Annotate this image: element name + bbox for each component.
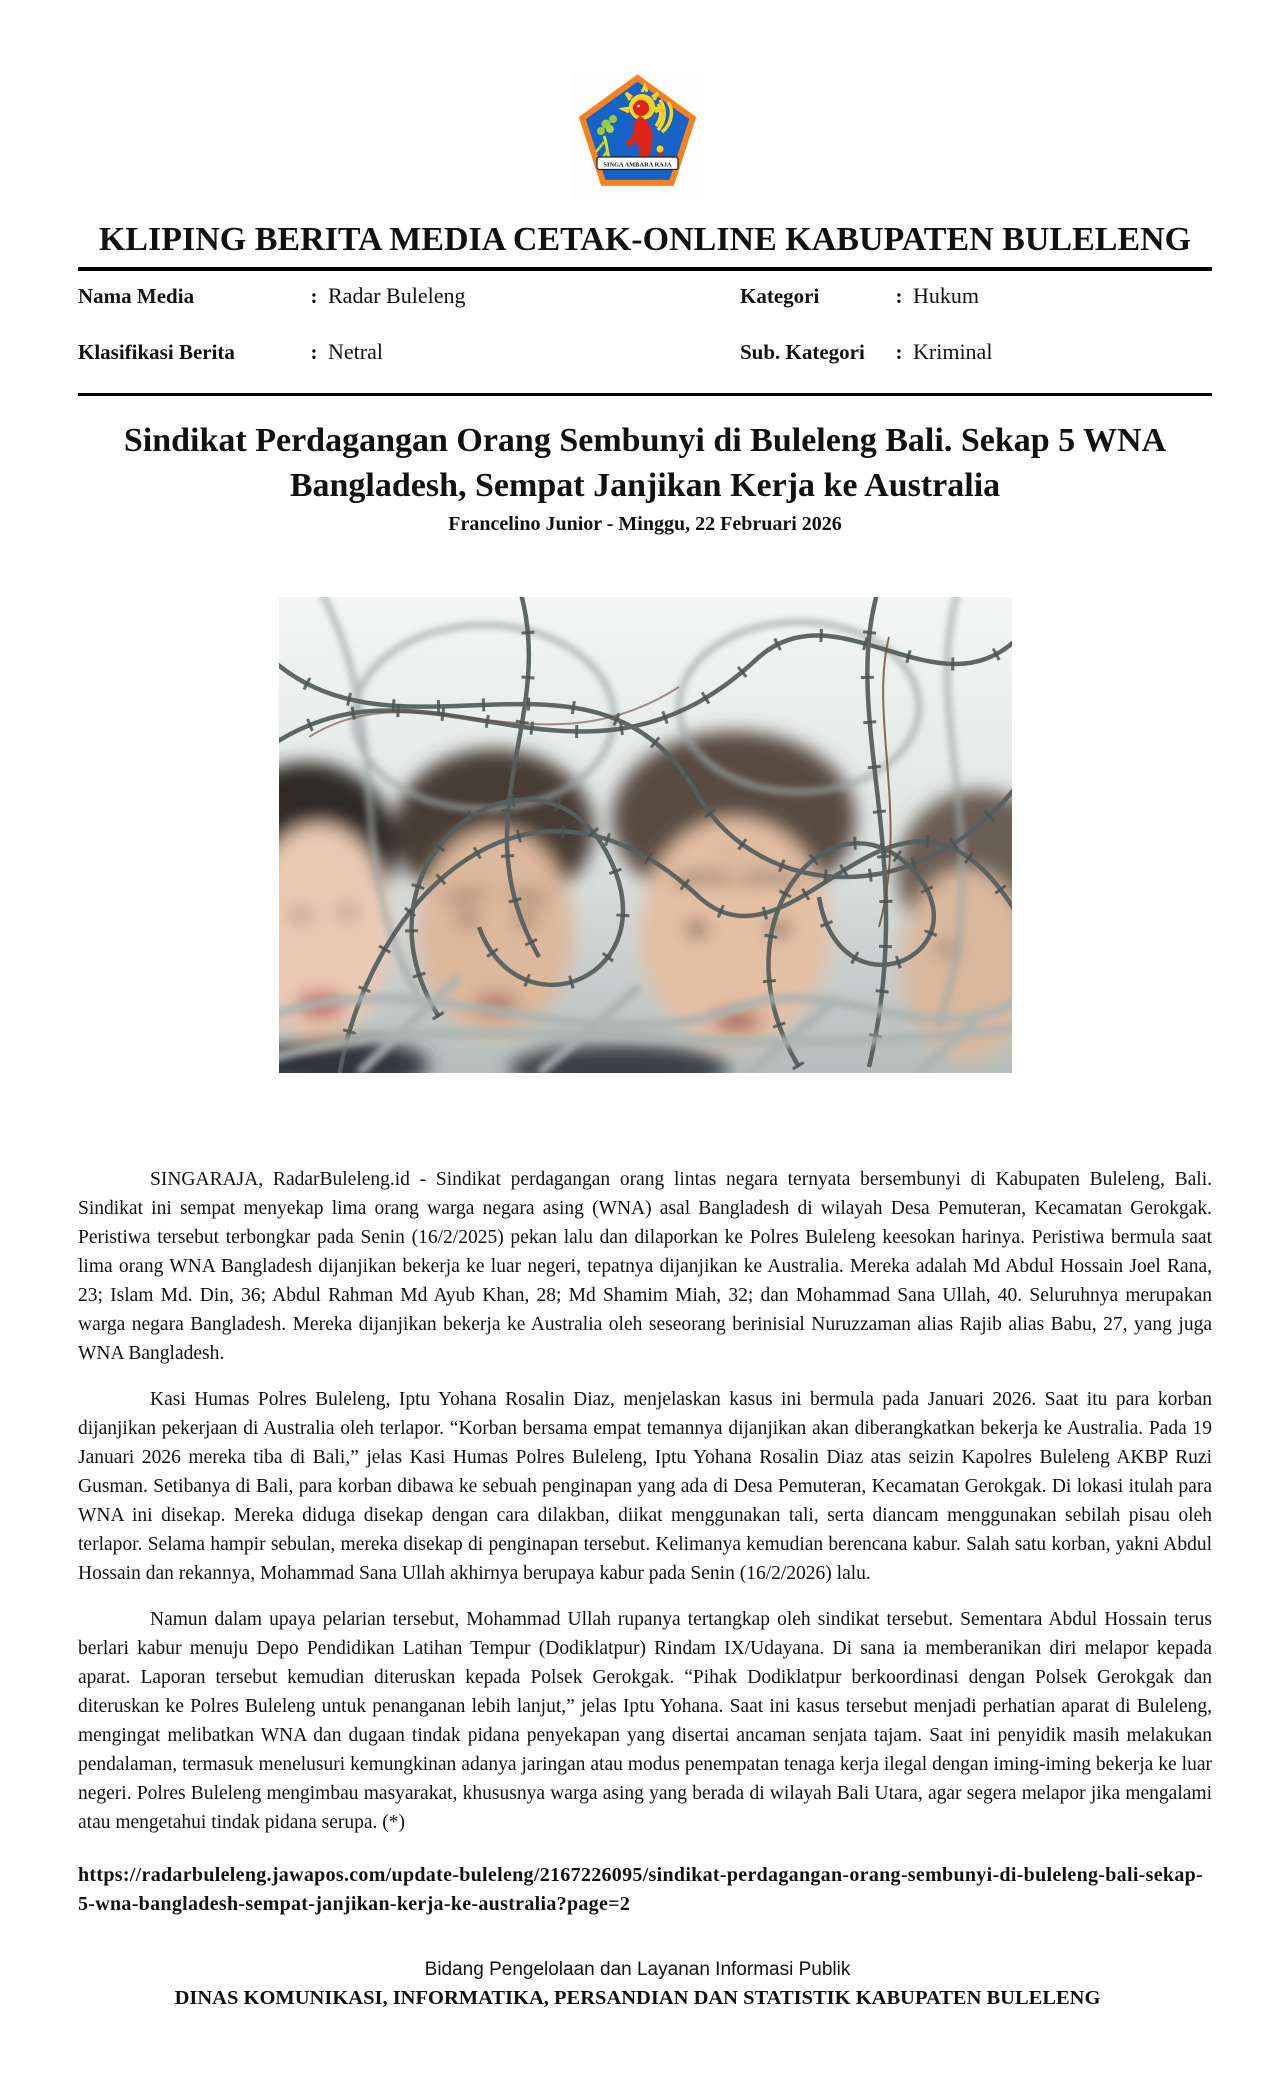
meta-table bbox=[78, 271, 1212, 393]
meta-label: Klasifikasi Berita bbox=[78, 340, 235, 364]
meta-colon: : bbox=[310, 284, 318, 308]
meta-value: Kriminal bbox=[913, 339, 993, 364]
buleleng-crest-svg bbox=[570, 72, 705, 200]
article-title: Sindikat Perdagangan Orang Sembunyi di Buleleng Bali. Sekap 5 WNA Bangladesh, Sempat Janjikan Kerja ke Australia bbox=[123, 422, 1167, 504]
article-paragraph: SINGARAJA, RadarBuleleng.id - Sindikat perdagangan orang lintas negara ternyata bersembunyi di Kabupaten Buleleng, Bali. Sindikat ini sempat menyekap lima orang warga negara asing (WNA) asal Bangladesh di wilayah Desa Pemuteran, Kecamatan Gerokgak. Peristiwa tersebut terbongkar pada Senin (16/2/2025) pekan lalu dan dilaporkan ke Polres Buleleng keesokan harinya. Peristiwa bermula saat lima orang WNA Bangladesh dijanjikan bekerja ke luar negeri, tepatnya dijanjikan ke Australia. Mereka adalah Md Abdul Hossain Joel Rana, 23; Islam Md. Din, 36; Abdul Rahman Md Ayub Khan, 28; Md Shamim Miah, 32; dan Mohammad Sana Ullah, 40. Seluruhnya merupakan warga negara Bangladesh. Mereka dijanjikan bekerja ke Australia oleh seseorang berinisial Nuruzzaman alias Rajib alias Babu, 27, yang juga WNA Bangladesh. bbox=[78, 1169, 1212, 1364]
meta-cell-sub-kategori bbox=[740, 339, 1212, 365]
article-photo bbox=[279, 597, 1012, 1073]
article-body bbox=[78, 1165, 1212, 1837]
page-footer bbox=[0, 1957, 1275, 2013]
meta-cell-klasifikasi bbox=[78, 339, 740, 365]
meta-row-2 bbox=[78, 339, 1212, 383]
meta-value: Hukum bbox=[913, 283, 979, 308]
article-byline: Francelino Junior - Minggu, 22 Februari 2026 bbox=[448, 513, 842, 535]
bottom-rule bbox=[78, 393, 1212, 396]
logo-row bbox=[0, 72, 1275, 200]
meta-value: Netral bbox=[328, 339, 383, 364]
banner-ribbon bbox=[597, 157, 678, 170]
banner-text: SINGA AMBARA RAJA bbox=[603, 161, 672, 169]
article-paragraph: Namun dalam upaya pelarian tersebut, Mohammad Ullah rupanya tertangkap oleh sindikat tersebut. Sementara Abdul Hossain terus berlari kabur menuju Depo Pendidikan Latihan Tempur (Dodiklatpur) Rindam IX/Udayana. Di sana ia memberanikan diri melapor kepada aparat. Laporan tersebut kemudian diteruskan kepada Polsek Gerokgak. “Pihak Dodiklatpur berkoordinasi dengan Polsek Gerokgak dan diteruskan ke Polres Buleleng untuk penanganan lebih lanjut,” jelas Iptu Yohana. Saat ini kasus tersebut menjadi perhatian aparat di Buleleng, mengingat melibatkan WNA dan dugaan tindak pidana penyekapan yang disertai ancaman senjata tajam. Saat ini penyidik masih melakukan pendalaman, termasuk menelusuri kemungkinan adanya jaringan atau modus penempatan tenaga kerja ilegal dengan iming-iming bekerja ke luar negeri. Polres Buleleng mengimbau masyarakat, khususnya warga asing yang berada di wilayah Bali Utara, agar segera melapor jika mengalami atau mengetahui tindak pidana serupa. (*) bbox=[78, 1609, 1212, 1833]
meta-label: Kategori bbox=[740, 284, 820, 308]
meta-label: Sub. Kategori bbox=[740, 340, 865, 364]
meta-cell-kategori bbox=[740, 283, 1212, 309]
buleleng-crest-icon bbox=[570, 72, 705, 200]
article-photo-illustration bbox=[279, 597, 1012, 1073]
meta-colon: : bbox=[895, 284, 903, 308]
meta-value: Radar Buleleng bbox=[328, 283, 466, 308]
meta-label: Nama Media bbox=[78, 284, 195, 308]
meta-colon: : bbox=[895, 340, 903, 364]
meta-colon: : bbox=[310, 340, 318, 364]
footer-unit-name: Bidang Pengelolaan dan Layanan Informasi Publik bbox=[424, 1959, 851, 1980]
article-paragraph: Kasi Humas Polres Buleleng, Iptu Yohana Rosalin Diaz, menjelaskan kasus ini bermula pada Januari 2026. Saat itu para korban dijanjikan pekerjaan di Australia oleh terlapor. “Korban bersama empat temannya dijanjikan akan diberangkatkan bekerja ke Australia. Pada 19 Januari 2026 mereka tiba di Bali,” jelas Kasi Humas Polres Buleleng, Iptu Yohana Rosalin Diaz atas seizin Kapolres Buleleng AKBP Ruzi Gusman. Setibanya di Bali, para korban dibawa ke sebuah penginapan yang ada di Desa Pemuteran, Kecamatan Gerokgak. Di lokasi itulah para WNA ini disekap. Mereka diduga disekap dengan cara dilakban, diikat menggunakan tali, serta diancam menggunakan sebilah pisau oleh terlapor. Selama hampir sebulan, mereka disekap di penginapan tersebut. Kelimanya kemudian berencana kabur. Salah satu korban, yakni Abdul Hossain dan rekannya, Mohammad Sana Ullah akhirnya berupaya kabur pada Senin (16/2/2026) lalu. bbox=[78, 1389, 1212, 1584]
source-url-link[interactable]: https://radarbuleleng.jawapos.com/update-buleleng/2167226095/sindikat-perdagangan-orang-sembunyi-di-buleleng-bali-sekap-5-wna-bangladesh-sempat-janjikan-kerja-ke-australia?page=2 bbox=[78, 1864, 1204, 1915]
meta-cell-nama-media bbox=[78, 283, 740, 309]
document-title: KLIPING BERITA MEDIA CETAK-ONLINE KABUPATEN BULELENG bbox=[98, 221, 1192, 258]
meta-row-1 bbox=[78, 283, 1212, 327]
footer-agency-name: DINAS KOMUNIKASI, INFORMATIKA, PERSANDIAN DAN STATISTIK KABUPATEN BULELENG bbox=[174, 1987, 1101, 2009]
